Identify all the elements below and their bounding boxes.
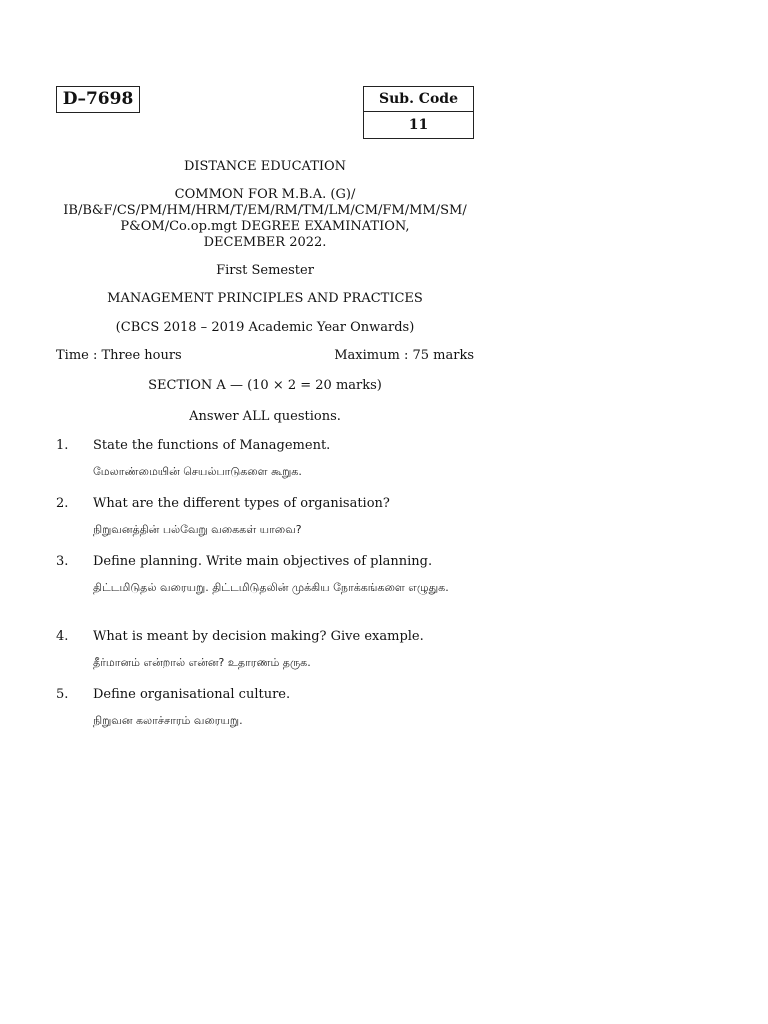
question-text-tamil: நிறுவன கலாச்சாரம் வரையறு. (93, 714, 243, 727)
program-title: DISTANCE EDUCATION (183, 159, 347, 174)
exam-line-2: COMMON FOR M.B.A. (G)/ (174, 187, 356, 202)
sub-code-box (363, 86, 474, 139)
question-text-english: Define organisational culture. (93, 687, 291, 702)
question-number: 2. (56, 496, 69, 511)
exam-line-4: P&OM/Co.op.mgt DEGREE EXAMINATION, (120, 219, 410, 234)
sub-code-value: 11 (408, 117, 429, 133)
question-text-tamil: மேலாண்மையின் செயல்பாடுகளை கூறுக. (93, 465, 302, 478)
max-marks: Maximum : 75 marks (334, 348, 474, 363)
paper-code: D–7698 (56, 86, 140, 113)
time-marks-row (56, 348, 474, 364)
scheme: (CBCS 2018 – 2019 Academic Year Onwards) (115, 320, 415, 335)
question-text-english: What is meant by decision making? Give example. (93, 629, 424, 644)
question-text-english: Define planning. Write main objectives of planning. (93, 554, 433, 569)
question-number: 5. (56, 687, 69, 702)
subject-title: MANAGEMENT PRINCIPLES AND PRACTICES (107, 291, 423, 306)
section-heading: SECTION A — (10 × 2 = 20 marks) (148, 378, 382, 393)
question-text-english: State the functions of Management. (93, 438, 331, 453)
exam-line-5: DECEMBER 2022. (203, 235, 327, 250)
question-text-tamil: நிறுவனத்தின் பல்வேறு வகைகள் யாவை? (93, 523, 302, 536)
question-number: 4. (56, 629, 69, 644)
exam-line-3: IB/B&F/CS/PM/HM/HRM/T/EM/RM/TM/LM/CM/FM/MM/SM/ (63, 203, 467, 218)
instruction: Answer ALL questions. (189, 409, 341, 424)
question-number: 3. (56, 554, 69, 569)
time-allowed: Time : Three hours (56, 348, 182, 363)
question-text-tamil: திட்டமிடுதல் வரையறு. திட்டமிடுதலின் முக்கிய நோக்கங்களை எழுதுக. (93, 581, 449, 594)
question-number: 1. (56, 438, 69, 453)
question-text-english: What are the different types of organisation? (93, 496, 390, 511)
question-text-tamil: தீர்மானம் என்றால் என்ன? உதாரணம் தருக. (93, 656, 311, 669)
sub-code-label: Sub. Code (364, 87, 473, 112)
semester: First Semester (216, 263, 314, 278)
